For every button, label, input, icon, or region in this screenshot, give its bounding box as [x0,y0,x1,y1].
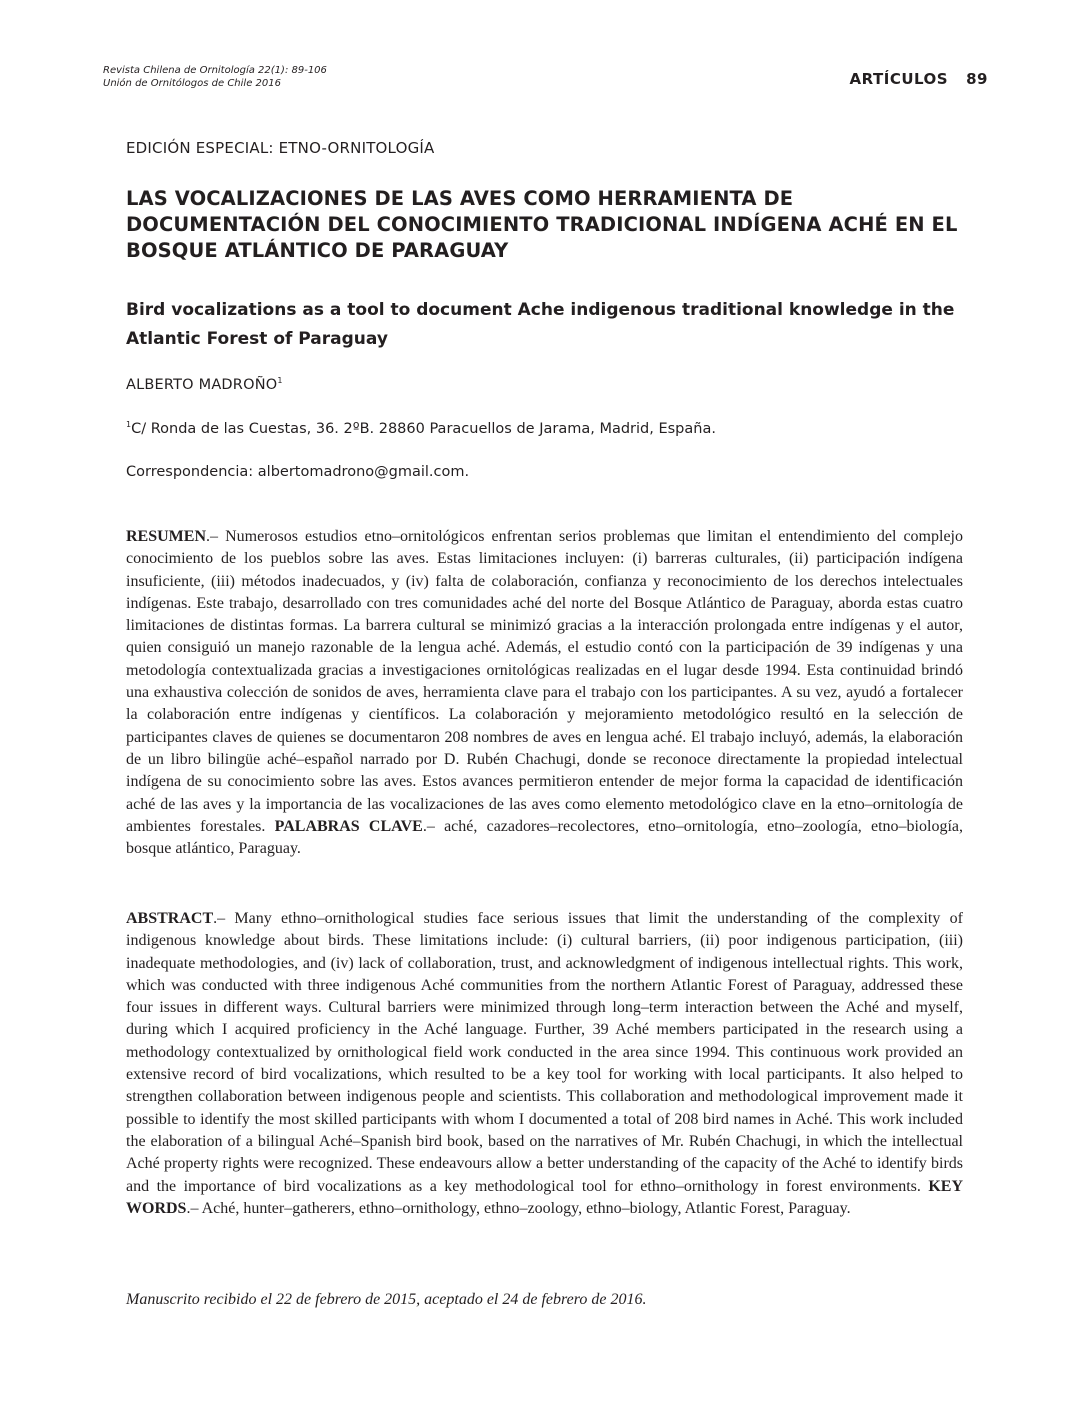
key-words-label: KEY WORDS [126,1177,963,1217]
resumen-label: RESUMEN [126,528,207,545]
author-line [126,376,283,393]
author-name: ALBERTO MADROÑO [126,377,278,393]
affiliation-text: C/ Ronda de las Cuestas, 36. 2ºB. 28860 Paracuellos de Jarama, Madrid, España. [131,421,716,437]
page-number: 89 [966,70,988,88]
manuscript-received-note: Manuscrito recibido el 22 de febrero de 2015, aceptado el 24 de febrero de 2016. [126,1291,647,1308]
abstract-text: .– Many ethno–ornithological studies face serious issues that limit the understanding of the complexity of indigenous knowledge about birds. These limitations include: (i) cultural barriers, (ii) poor indigenous participation, (iii) inadequate methodologies, and (iv) lack of collaboration, trust, and acknowledgment of indigenous intellectual rights. This work, which was conducted with three indigenous Aché communities from the northern Atlantic Forest of Paraguay, addressed these four issues in different ways. Cultural barriers were minimized through long–term interaction between the Aché and myself, during which I acquired proficiency in the Aché language. Further, 39 Aché members participated in the research using a methodology contextualized by ornithological field work conducted in the area since 1994. This continuous work provided an extensive record of bird vocalizations, which resulted to be a key tool for working with local participants. It also helped to strengthen collaboration between indigenous people and scientists. This collaboration and methodological improvement made it possible to identify the most skilled participants with whom I documented a total of 208 bird names in Aché. This work included the elaboration of a bilingual Aché–Spanish bird book, based on the narratives of Mr. Rubén Chachugi, in which the intellectual Aché property rights were recognized. These endeavours allow a better understanding of the capacity of the Aché to identify birds and the importance of bird vocalizations as a key methodological tool for ethno–ornithology in forest environments. [126,910,963,1195]
special-edition-label: EDICIÓN ESPECIAL: ETNO-ORNITOLOGÍA [126,139,435,157]
journal-line-1: Revista Chilena de Ornitología 22(1): 89-106 [103,65,327,76]
author-affiliation-mark: 1 [277,376,283,385]
title-english: Bird vocalizations as a tool to document Ache indigenous traditional knowledge in the Atlantic Forest of Paraguay [126,300,955,349]
journal-line-2: Unión de Ornitólogos de Chile 2016 [103,78,281,89]
title-spanish: LAS VOCALIZACIONES DE LAS AVES COMO HERRAMIENTA DE DOCUMENTACIÓN DEL CONOCIMIENTO TRADICIONAL INDÍGENA ACHÉ EN EL BOSQUE ATLÁNTICO DE PARAGUAY [126,187,958,262]
abstract-paragraph [126,908,963,1220]
section-label: ARTÍCULOS [849,70,949,88]
affiliation-mark: 1 [126,420,132,429]
journal-citation [103,64,327,90]
affiliation [126,420,716,437]
abstract-label: ABSTRACT [126,910,214,927]
running-header [850,70,988,88]
palabras-clave-label: PALABRAS CLAVE [274,817,423,835]
key-words-text: .– Aché, hunter–gatherers, ethno–ornithology, ethno–zoology, ethno–biology, Atlantic Forest, Paraguay. [186,1199,851,1217]
palabras-clave-text: .– aché, cazadores–recolectores, etno–ornitología, etno–zoología, etno–biología, bosque atlántico, Paraguay. [126,817,963,858]
correspondence: Correspondencia: albertomadrono@gmail.com. [126,464,470,480]
resumen-paragraph [126,526,963,860]
resumen-text: .– Numerosos estudios etno–ornitológicos enfrentan serios problemas que limitan el entendimiento del complejo conocimiento de los pueblos sobre las aves. Estas limitaciones incluyen: (i) barreras culturales, (ii) participación indígena insuficiente, (iii) métodos inadecuados, y (iv) falta de colaboración, confianza y reconocimiento de los derechos intelectuales indígenas. Este trabajo, desarrollado con tres comunidades aché del norte del Bosque Atlántico de Paraguay, aborda estas cuatro limitaciones de distintas formas. La barrera cultural se minimizó gracias a la interacción prolongada entre indígenas y el autor, quien consiguió un manejo razonable de la lengua aché. Además, el estudio contó con la participación de 39 indígenas y una metodología contextualizada gracias a investigaciones ornitológicas realizadas en el lugar desde 1994. Esta continuidad brindó una exhaustiva colección de sonidos de aves, herramienta clave para el trabajo con los participantes. A su vez, ayudó a fortalecer la colaboración entre indígenas y científicos. La colaboración y mejoramiento metodológico resultó en la selección de participantes claves de quienes se documentaron 208 nombres de aves en lengua aché. El trabajo incluyó, además, la elaboración de un libro bilingüe aché–español narrado por D. Rubén Chachugi, donde se reconoce directamente la propiedad intelectual indígena de su conocimiento sobre las aves. Estos avances permitieron entender de mejor forma la capacidad de identificación aché de las aves y la importancia de las vocalizaciones de las aves como elemento metodológico clave en la etno–ornitología de ambientes forestales. [126,528,963,835]
